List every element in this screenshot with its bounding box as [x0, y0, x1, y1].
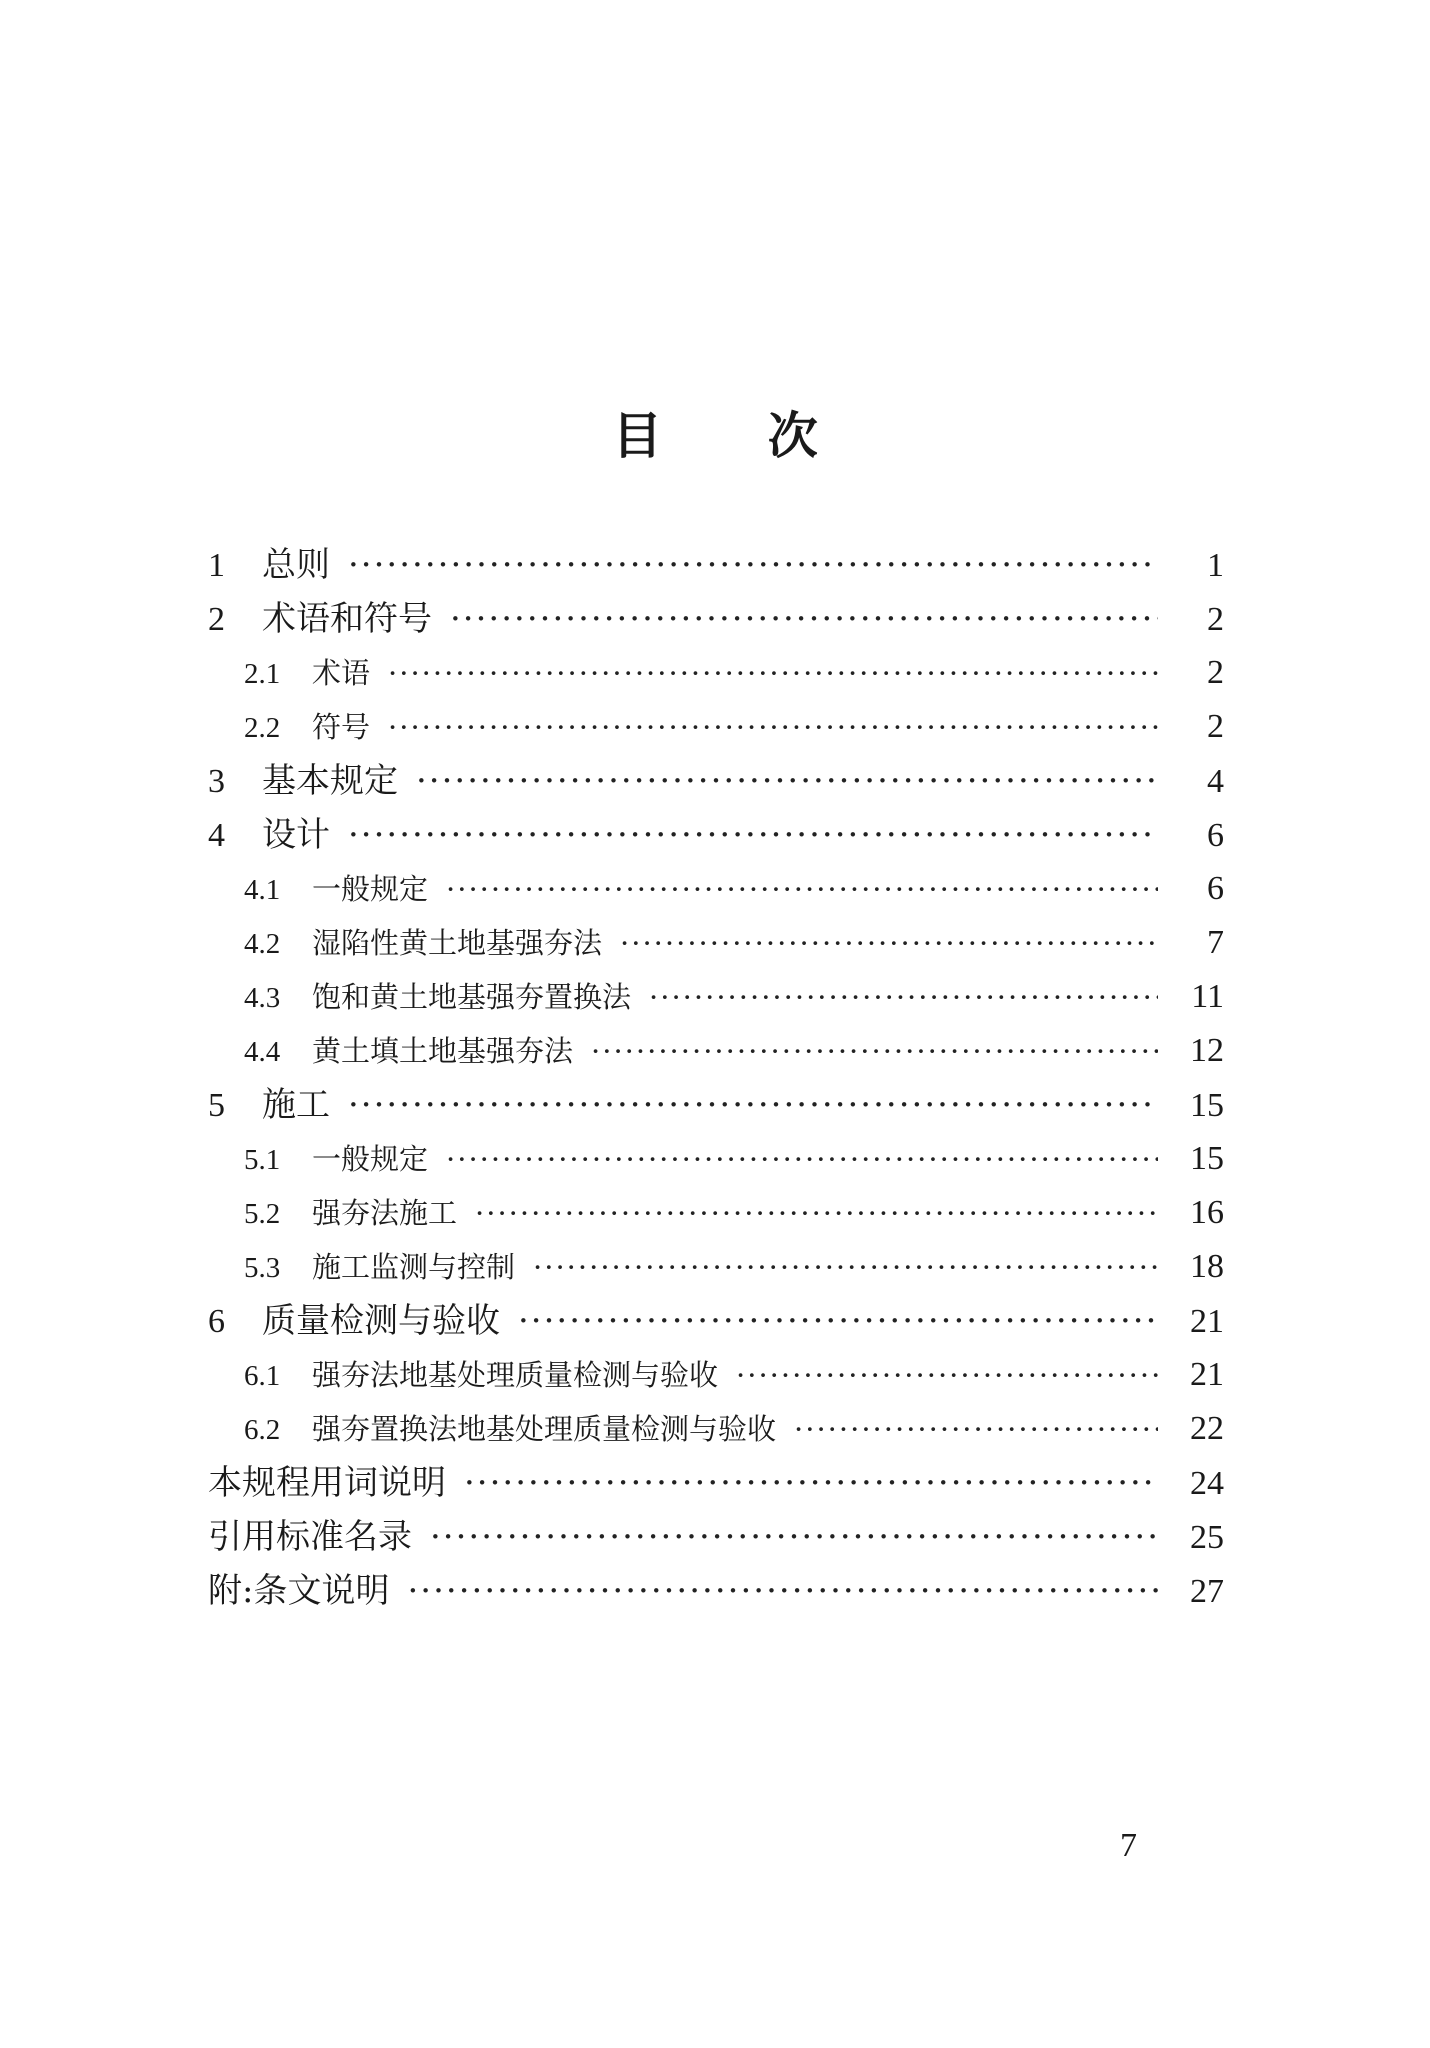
- toc-entry-number: 5.1: [244, 1144, 281, 1176]
- toc-entry[interactable]: [208, 754, 1224, 808]
- toc-entry-number: 4.1: [244, 874, 281, 906]
- toc-dot-leader: [450, 592, 1158, 646]
- toc-entry[interactable]: [208, 1186, 1224, 1240]
- toc-entry[interactable]: [208, 538, 1224, 592]
- toc-entry-page: 2: [1207, 708, 1224, 745]
- toc-entry-title: 黄土填土地基强夯法: [312, 1034, 574, 1068]
- toc-entry-number: 5: [208, 1087, 225, 1124]
- toc-entry-title: 符号: [312, 710, 371, 744]
- toc-entry[interactable]: [208, 1132, 1224, 1186]
- toc-entry[interactable]: [208, 646, 1224, 700]
- toc-entry-page: 27: [1190, 1573, 1224, 1610]
- toc-entry-title: 附:条文说明: [208, 1571, 390, 1611]
- toc-entry-number: 5.3: [244, 1252, 281, 1284]
- toc-entry-title: 强夯法地基处理质量检测与验收: [312, 1358, 719, 1392]
- toc-entry[interactable]: [208, 970, 1224, 1024]
- toc-entry[interactable]: [208, 1456, 1224, 1510]
- toc-dot-leader: [518, 1294, 1158, 1348]
- toc-entry-page: 1: [1207, 547, 1224, 584]
- toc-dot-leader: [475, 1186, 1158, 1240]
- toc-entry-title: 设计: [262, 815, 330, 855]
- toc-entry-number: 6: [208, 1303, 225, 1340]
- toc-entry-title: 总则: [262, 545, 330, 585]
- toc-entry-page: 2: [1207, 601, 1224, 638]
- toc-entry-number: 4.4: [244, 1036, 281, 1068]
- toc-entry-page: 6: [1207, 870, 1224, 907]
- toc-entry[interactable]: [208, 700, 1224, 754]
- toc-entry[interactable]: [208, 1348, 1224, 1402]
- toc-entry-title: 本规程用词说明: [208, 1463, 446, 1503]
- toc-dot-leader: [533, 1240, 1158, 1294]
- toc-entry-page: 4: [1207, 763, 1224, 800]
- toc-entry[interactable]: [208, 862, 1224, 916]
- toc-entry[interactable]: [208, 1564, 1224, 1618]
- toc-entry[interactable]: [208, 1510, 1224, 1564]
- toc-dot-leader: [649, 970, 1158, 1024]
- toc-dot-leader: [348, 808, 1158, 862]
- toc-entry-title: 术语和符号: [262, 599, 432, 639]
- toc-entry-page: 22: [1190, 1410, 1224, 1447]
- toc-entry-page: 11: [1191, 978, 1224, 1015]
- toc-dot-leader: [736, 1348, 1158, 1402]
- toc-entry-number: 2: [208, 601, 225, 638]
- toc-entry-title: 施工: [262, 1085, 330, 1125]
- toc-entry-title: 强夯置换法地基处理质量检测与验收: [312, 1412, 777, 1446]
- toc-entry-page: 15: [1190, 1087, 1224, 1124]
- toc-entry-title: 基本规定: [262, 761, 398, 801]
- toc-entry-number: 1: [208, 547, 225, 584]
- toc-entry[interactable]: [208, 916, 1224, 970]
- toc-entry-number: 4.3: [244, 982, 281, 1014]
- toc-dot-leader: [591, 1024, 1158, 1078]
- toc-entry[interactable]: [208, 808, 1224, 862]
- toc-entry-title: 强夯法施工: [312, 1196, 458, 1230]
- toc-entry-title: 一般规定: [312, 1142, 429, 1176]
- toc-entry-page: 18: [1190, 1248, 1224, 1285]
- toc-entry[interactable]: [208, 1024, 1224, 1078]
- toc-entry-number: 2.1: [244, 658, 281, 690]
- toc-entry-number: 5.2: [244, 1198, 281, 1230]
- toc-entry-title: 湿陷性黄土地基强夯法: [312, 926, 603, 960]
- toc-entry[interactable]: [208, 1240, 1224, 1294]
- toc-dot-leader: [446, 862, 1158, 916]
- toc-entry-number: 3: [208, 763, 225, 800]
- toc-dot-leader: [430, 1510, 1158, 1564]
- toc-dot-leader: [388, 700, 1158, 754]
- toc-entry-number: 4: [208, 817, 225, 854]
- toc-entry-title: 饱和黄土地基强夯置换法: [312, 980, 632, 1014]
- toc-entry-title: 质量检测与验收: [262, 1301, 500, 1341]
- toc-entry-number: 2.2: [244, 712, 281, 744]
- toc-entry-number: 4.2: [244, 928, 281, 960]
- toc-entry[interactable]: [208, 592, 1224, 646]
- toc-dot-leader: [388, 646, 1158, 700]
- toc-dot-leader: [446, 1132, 1158, 1186]
- toc-dot-leader: [416, 754, 1158, 808]
- page-number: 7: [1120, 1827, 1137, 1864]
- toc-entry-page: 12: [1190, 1032, 1224, 1069]
- page-title: 目 次: [612, 406, 862, 465]
- toc-entry[interactable]: [208, 1294, 1224, 1348]
- toc-dot-leader: [407, 1564, 1158, 1618]
- toc-entry[interactable]: [208, 1402, 1224, 1456]
- toc-entry-page: 21: [1190, 1303, 1224, 1340]
- toc-dot-leader: [464, 1456, 1158, 1510]
- toc-entry-page: 15: [1190, 1140, 1224, 1177]
- toc-entry-page: 7: [1207, 924, 1224, 961]
- toc-entry-number: 6.2: [244, 1414, 281, 1446]
- toc-dot-leader: [620, 916, 1158, 970]
- toc-entry-number: 6.1: [244, 1360, 281, 1392]
- toc-dot-leader: [348, 538, 1158, 592]
- toc-entry-page: 21: [1190, 1356, 1224, 1393]
- toc-entry-page: 16: [1190, 1194, 1224, 1231]
- toc-entry-title: 一般规定: [312, 872, 429, 906]
- toc-entry-title: 术语: [312, 656, 371, 690]
- toc-entry-page: 24: [1190, 1465, 1224, 1502]
- toc-entry[interactable]: [208, 1078, 1224, 1132]
- toc-dot-leader: [348, 1078, 1158, 1132]
- toc-dot-leader: [794, 1402, 1158, 1456]
- table-of-contents: [208, 538, 1224, 1618]
- toc-entry-page: 2: [1207, 654, 1224, 691]
- toc-entry-title: 引用标准名录: [208, 1517, 412, 1557]
- toc-entry-page: 6: [1207, 817, 1224, 854]
- toc-entry-title: 施工监测与控制: [312, 1250, 516, 1284]
- toc-entry-page: 25: [1190, 1519, 1224, 1556]
